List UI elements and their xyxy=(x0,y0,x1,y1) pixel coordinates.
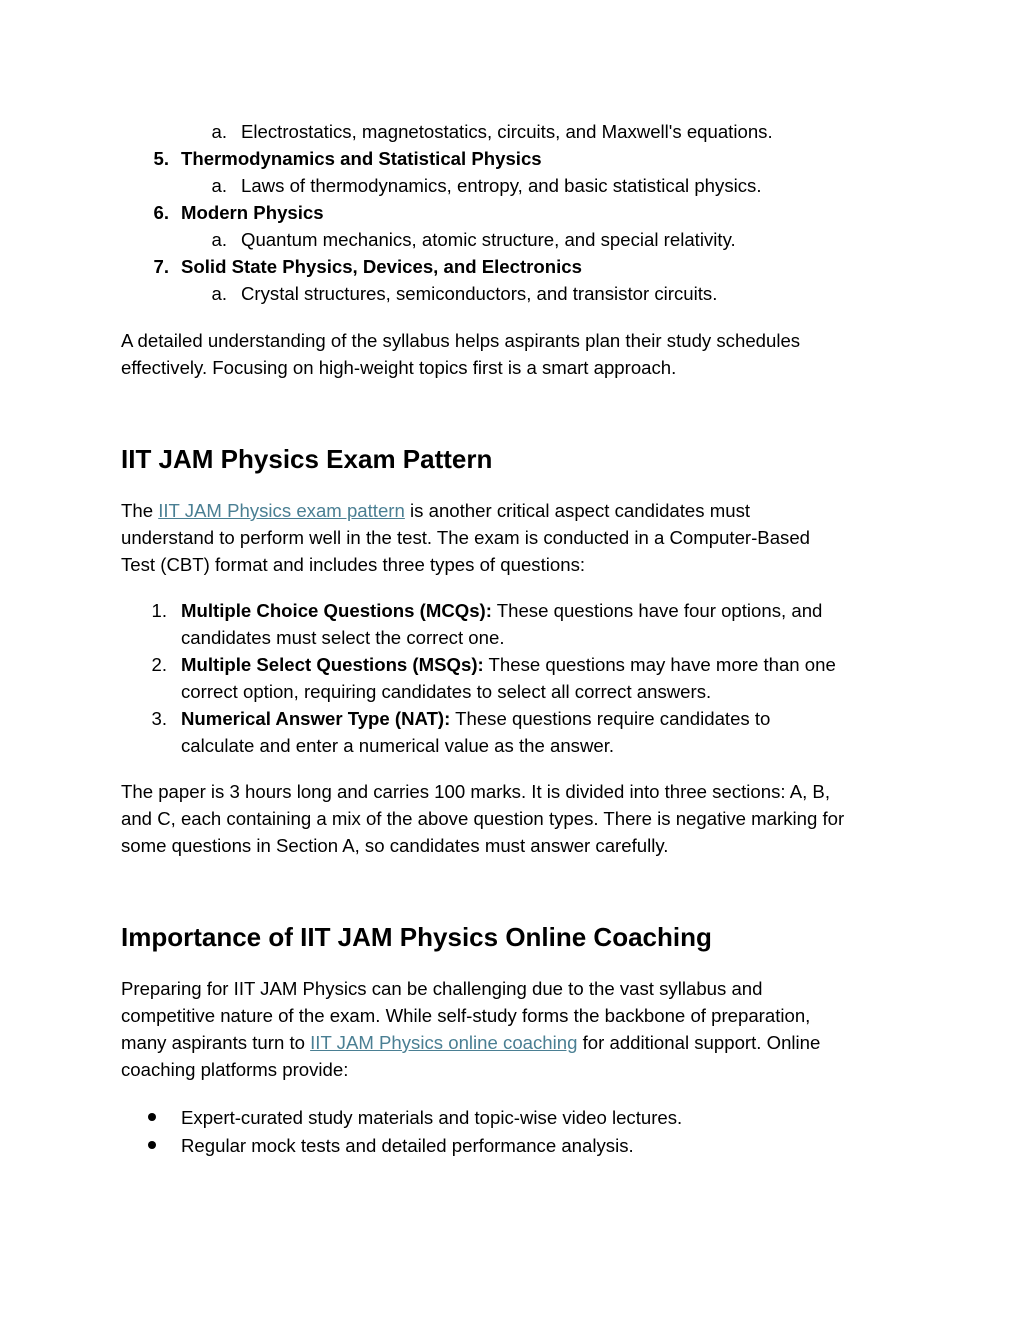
sublist-letter: a. xyxy=(211,283,227,304)
bullet-item: Regular mock tests and detailed performance analysis. xyxy=(181,1135,634,1156)
question-type-label: Multiple Select Questions (MSQs): xyxy=(181,654,484,675)
section-heading-online-coaching: Importance of IIT JAM Physics Online Coaching xyxy=(121,922,712,952)
text-run: These questions require candidates to xyxy=(450,708,771,729)
list-item xyxy=(181,597,822,624)
online-coaching-link[interactable]: IIT JAM Physics online coaching xyxy=(310,1032,578,1053)
list-number: 3. xyxy=(151,708,167,729)
syllabus-subitem-text: Electrostatics, magnetostatics, circuits, and Maxwell's equations. xyxy=(241,121,773,142)
bullet-icon xyxy=(148,1141,156,1149)
text-run: The xyxy=(121,500,159,521)
paragraph-line: A detailed understanding of the syllabus helps aspirants plan their study schedules xyxy=(121,330,801,351)
syllabus-item-number: 5. xyxy=(153,148,169,169)
bullet-icon xyxy=(148,1113,156,1121)
paragraph-line: some questions in Section A, so candidates must answer carefully. xyxy=(121,835,669,856)
list-item xyxy=(181,705,770,732)
list-item-continuation: calculate and enter a numerical value as the answer. xyxy=(181,735,615,756)
paragraph-line: competitive nature of the exam. While self-study forms the backbone of preparation, xyxy=(121,1005,811,1026)
list-item-continuation: candidates must select the correct one. xyxy=(181,627,505,648)
list-number: 1. xyxy=(151,600,167,621)
list-number: 2. xyxy=(151,654,167,675)
text-run: These questions may have more than one xyxy=(483,654,836,675)
list-item-continuation: correct option, requiring candidates to select all correct answers. xyxy=(181,681,712,702)
sublist-letter: a. xyxy=(211,175,227,196)
question-type-label: Numerical Answer Type (NAT): xyxy=(181,708,451,729)
syllabus-item-title: Modern Physics xyxy=(181,202,324,223)
paragraph-line: The paper is 3 hours long and carries 100 marks. It is divided into three sections: A, B, xyxy=(121,781,830,802)
syllabus-item-number: 7. xyxy=(153,256,169,277)
sublist-letter: a. xyxy=(211,121,227,142)
text-run: for additional support. Online xyxy=(577,1032,821,1053)
section-heading-exam-pattern: IIT JAM Physics Exam Pattern xyxy=(121,444,493,474)
paragraph-line xyxy=(121,1029,820,1056)
syllabus-item-number: 6. xyxy=(153,202,169,223)
paragraph-line: understand to perform well in the test. The exam is conducted in a Computer-Based xyxy=(121,527,811,548)
paragraph-line: coaching platforms provide: xyxy=(121,1059,349,1080)
paragraph-line: effectively. Focusing on high-weight topics first is a smart approach. xyxy=(121,357,677,378)
syllabus-item-title: Thermodynamics and Statistical Physics xyxy=(181,148,542,169)
text-run: is another critical aspect candidates must xyxy=(404,500,751,521)
paragraph-line xyxy=(121,497,750,524)
syllabus-item-title: Solid State Physics, Devices, and Electronics xyxy=(181,256,582,277)
text-run: These questions have four options, and xyxy=(491,600,823,621)
sublist-letter: a. xyxy=(211,229,227,250)
text-run: many aspirants turn to xyxy=(121,1032,311,1053)
syllabus-subitem-text: Quantum mechanics, atomic structure, and special relativity. xyxy=(241,229,736,250)
bullet-item: Expert-curated study materials and topic-wise video lectures. xyxy=(181,1107,683,1128)
question-type-label: Multiple Choice Questions (MCQs): xyxy=(181,600,492,621)
paragraph-line: Test (CBT) format and includes three types of questions: xyxy=(121,554,586,575)
exam-pattern-link[interactable]: IIT JAM Physics exam pattern xyxy=(158,500,405,521)
paragraph-line: Preparing for IIT JAM Physics can be challenging due to the vast syllabus and xyxy=(121,978,763,999)
paragraph-line: and C, each containing a mix of the above question types. There is negative marking for xyxy=(121,808,845,829)
list-item xyxy=(181,651,836,678)
syllabus-subitem-text: Laws of thermodynamics, entropy, and basic statistical physics. xyxy=(241,175,762,196)
syllabus-subitem-text: Crystal structures, semiconductors, and transistor circuits. xyxy=(241,283,718,304)
